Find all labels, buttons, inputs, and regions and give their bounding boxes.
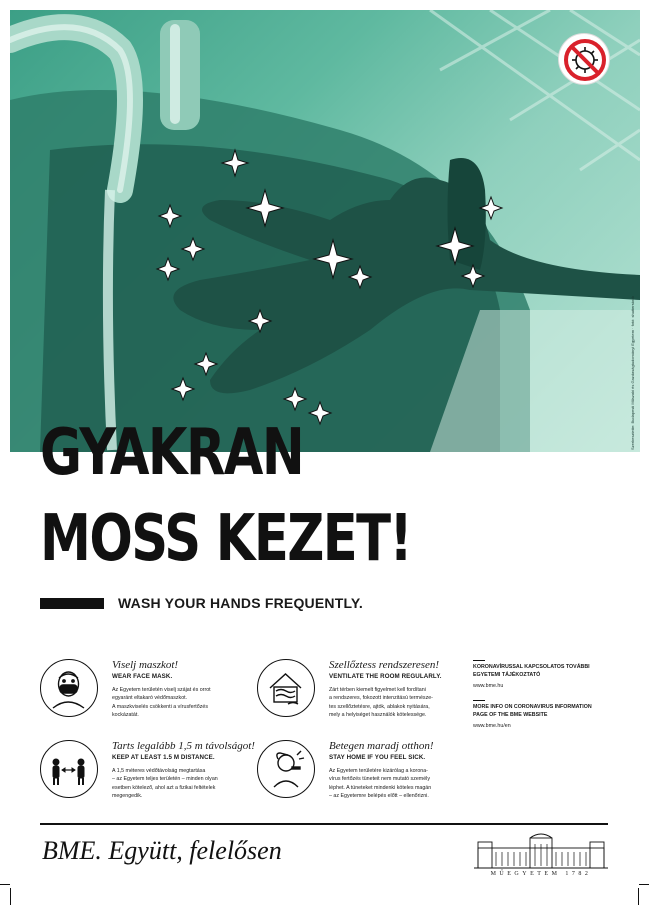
subheadline <box>40 595 363 611</box>
logo-caption: MŰEGYETEM 1782 <box>490 871 592 877</box>
tip-title: Szellőztess rendszeresen! <box>329 659 440 671</box>
tip-title: Betegen maradj otthon! <box>329 740 434 752</box>
hero-photo <box>10 10 640 452</box>
tip-description: Az Egyetem területére kizárólag a korona- vírus fertőzés tüneteit nem mutató személy léphet. A tüneteket mindenki köteles magán – az Egyetemre belépés előtt – ellenőrizni. <box>329 768 432 799</box>
headline-line-2: MOSS KEZET! <box>40 502 412 576</box>
info-column <box>473 660 613 740</box>
tip-description: Zárt térben kiemelt figyelmet kell fordítani a rendszeres, fokozott intenzitású természe- tes szellőztetésre, ajtók, ablakok nyitására, mely a helyiséget használók kötelessége. <box>329 687 433 718</box>
face-mask-icon <box>40 659 98 717</box>
info-link-hu[interactable]: www.bme.hu <box>473 682 504 689</box>
photo-credit: Szerkesztette: Budapesti Műszaki és Gazdaságtudományi Egyetem · fotó: shutterstock <box>630 295 635 450</box>
footer-divider <box>40 823 608 825</box>
tip-description: Az Egyetem területén viselj szájat és orrot egyaránt eltakaró védőmaszkot. A maszkviselés csökkenti a vírusfertőzés kockázatát. <box>112 687 211 718</box>
tip-subtitle: WEAR FACE MASK. <box>112 673 173 681</box>
headline-line-1: GYAKRAN <box>40 416 304 490</box>
tip-description: A 1,5 méteres védőtávolság megtartása – az Egyetem teljes területén – minden olyan esetben kötelező, ahol azt a fizikai feltételek megengedik. <box>112 768 218 799</box>
tagline: BME. Együtt, felelősen <box>42 836 282 865</box>
subheadline-bar <box>40 598 104 609</box>
house-ventilation-icon <box>257 659 315 717</box>
tip-subtitle: KEEP AT LEAST 1.5 M DISTANCE. <box>112 754 215 762</box>
crop-mark <box>0 884 10 885</box>
info-block-hu: KORONAVÍRUSSAL KAPCSOLATOS TOVÁBBI EGYETEMI TÁJÉKOZTATÓ www.bme.hu <box>473 660 613 691</box>
social-distance-icon <box>40 740 98 798</box>
crop-mark <box>638 888 639 905</box>
tip-subtitle: STAY HOME IF YOU FEEL SICK. <box>329 754 426 762</box>
tip-title: Tarts legalább 1,5 m távolságot! <box>112 740 255 752</box>
tip-subtitle: VENTILATE THE ROOM REGULARLY. <box>329 673 442 681</box>
no-virus-icon <box>558 33 610 85</box>
subheadline-text: WASH YOUR HANDS FREQUENTLY. <box>118 595 363 611</box>
info-link-en[interactable]: www.bme.hu/en <box>473 722 511 729</box>
hands-washing-illustration <box>10 10 640 452</box>
crop-mark <box>639 884 649 885</box>
university-building-logo <box>474 830 608 874</box>
sick-person-icon <box>257 740 315 798</box>
info-block-en: MORE INFO ON CORONAVIRUS INFORMATION PAGE OF THE BME WEBSITE www.bme.hu/en <box>473 700 613 731</box>
tip-title: Viselj maszkot! <box>112 659 179 671</box>
crop-mark <box>10 888 11 905</box>
